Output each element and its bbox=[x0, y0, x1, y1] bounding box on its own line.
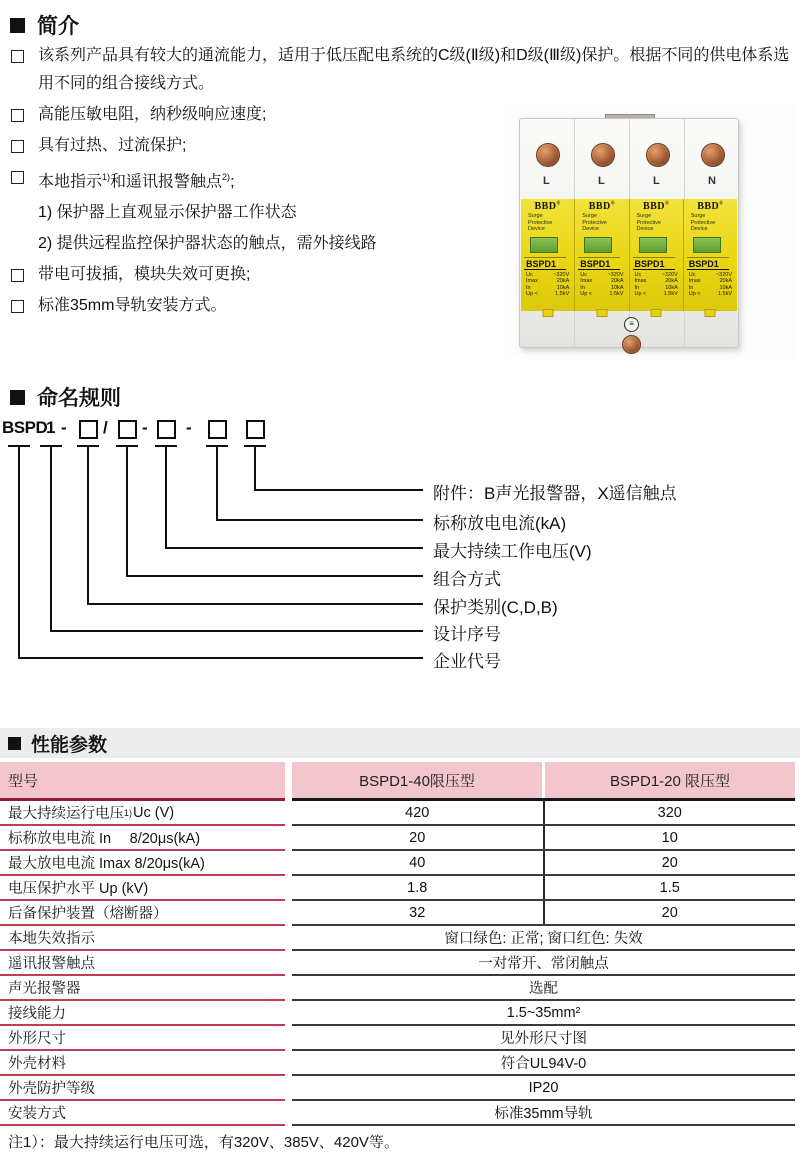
module-specs: Uc ~320V Imax 20kA In 10kA Up < 1.5kV bbox=[688, 271, 732, 297]
header-model-cell: 型号 bbox=[0, 762, 285, 801]
row-value-cell: 20 bbox=[661, 854, 678, 871]
status-window bbox=[693, 237, 721, 253]
code-digit: 1 bbox=[46, 418, 56, 437]
intro-bullet-item bbox=[10, 42, 796, 98]
table-header-row bbox=[0, 762, 795, 801]
terminal-screw bbox=[701, 143, 725, 167]
brand-logo: BBD® bbox=[534, 201, 561, 212]
status-window bbox=[584, 237, 612, 253]
row-parameter-label: 标称放电电流 In 8/20μs(kA) bbox=[0, 826, 285, 851]
module-model-label: BSPD1 bbox=[524, 257, 566, 270]
status-window bbox=[639, 237, 667, 253]
intro-bullet-text: 2) 提供远程监控保护器状态的触点，需外接线路 bbox=[38, 235, 377, 253]
module-model-label: BSPD1 bbox=[578, 257, 620, 270]
params-section-band bbox=[0, 728, 800, 758]
intro-bullet-text: 本地指示$^{1)}$和遥讯报警触点$^{2)}$; bbox=[38, 172, 235, 191]
intro-bullet-text: 标准35mm导轨安装方式。 bbox=[38, 297, 227, 315]
row-span-cell: 一对常开、常闭触点 bbox=[478, 956, 609, 972]
square-bullet-icon bbox=[11, 300, 24, 313]
spd-module bbox=[575, 199, 629, 311]
table-row bbox=[0, 801, 795, 826]
square-bullet-icon bbox=[11, 50, 24, 63]
row-parameter-label: 外壳防护等级 bbox=[0, 1076, 285, 1101]
terminal-label: N bbox=[708, 175, 716, 187]
brand-logo: BBD® bbox=[697, 201, 724, 212]
row-span-cell: 窗口绿色: 正常; 窗口红色: 失效 bbox=[444, 931, 643, 947]
code-separator: / bbox=[103, 418, 108, 437]
row-value-cell: 320 bbox=[657, 804, 682, 821]
code-placeholder-box bbox=[118, 420, 137, 439]
product-photo bbox=[503, 106, 795, 358]
status-window bbox=[530, 237, 558, 253]
performance-table bbox=[0, 762, 795, 1126]
code-placeholder-box bbox=[246, 420, 265, 439]
intro-bullet-text: 1) 保护器上直观显示保护器工作状态 bbox=[38, 204, 297, 222]
brand-logo: BBD® bbox=[642, 201, 670, 212]
row-parameter-label: 最大持续运行电压 1) Uc (V) bbox=[0, 801, 285, 826]
code-separator: - bbox=[61, 418, 67, 437]
intro-bullet-text: 带电可拔插，模块失效可更换; bbox=[38, 266, 251, 284]
code-separator: - bbox=[186, 418, 192, 437]
table-row bbox=[0, 1101, 795, 1126]
table-row bbox=[0, 1051, 795, 1076]
row-value-cell: 1.8 bbox=[292, 876, 545, 899]
naming-section-title bbox=[10, 382, 121, 412]
params-title-text: 性能参数 bbox=[31, 734, 108, 756]
row-parameter-label: 遥讯报警触点 bbox=[0, 951, 285, 976]
code-separator: - bbox=[142, 418, 148, 437]
module-type-text: Surge Protective Device bbox=[690, 213, 716, 232]
section-square-icon bbox=[10, 390, 25, 405]
row-parameter-label: 后备保护装置（熔断器） bbox=[0, 901, 285, 926]
module-model-label: BSPD1 bbox=[687, 257, 729, 270]
naming-field-label: 标称放电电流(kA) bbox=[433, 514, 567, 533]
row-span-cell: 选配 bbox=[529, 981, 558, 997]
table-footnote: 注1）：最大持续运行电压可选，有320V、385V、420V等。 bbox=[8, 1134, 399, 1151]
row-parameter-label: 外形尺寸 bbox=[0, 1026, 285, 1051]
naming-title-text: 命名规则 bbox=[37, 387, 121, 410]
code-prefix: BSPD bbox=[2, 418, 48, 437]
intro-title-text: 简介 bbox=[37, 15, 79, 38]
module-bottom-tab bbox=[705, 309, 716, 317]
table-row bbox=[0, 976, 795, 1001]
row-value-cell: 20 bbox=[292, 826, 545, 849]
row-value-cell: 20 bbox=[661, 904, 678, 921]
row-value-cell: 10 bbox=[661, 829, 678, 846]
table-row bbox=[0, 901, 795, 926]
naming-rule-diagram bbox=[0, 414, 800, 689]
row-parameter-label: 本地失效指示 bbox=[0, 926, 285, 951]
section-square-icon bbox=[10, 18, 25, 33]
table-row bbox=[0, 1026, 795, 1051]
intro-bullet-text: 该系列产品具有较大的通流能力，适用于低压配电系统的C级(Ⅱ级)和D级(Ⅲ级)保护。根据不同的供电体系选用不同的组合接线方式。 bbox=[38, 47, 790, 92]
module-type-text: Surge Protective Device bbox=[528, 213, 553, 232]
row-parameter-label: 最大放电电流 Imax 8/20μs(kA) bbox=[0, 851, 285, 876]
row-span-cell: IP20 bbox=[528, 1079, 559, 1096]
header-col-bspd1-40: BSPD1-40限压型 bbox=[292, 762, 542, 798]
terminal-screw bbox=[646, 143, 670, 167]
row-parameter-label: 电压保护水平 Up (kV) bbox=[0, 876, 285, 901]
table-row bbox=[0, 826, 795, 851]
row-span-cell: 1.5~35mm² bbox=[506, 1004, 581, 1021]
code-placeholder-box bbox=[79, 420, 98, 439]
spd-module bbox=[521, 199, 575, 311]
row-value-cell: 1.5 bbox=[659, 879, 680, 896]
row-span-cell: 标准35mm导轨 bbox=[494, 1106, 593, 1122]
row-value-cell: 40 bbox=[292, 851, 545, 874]
module-type-text: Surge Protective Device bbox=[636, 213, 661, 232]
naming-field-label: 附件：B声光报警器，X遥信触点 bbox=[433, 484, 677, 503]
row-parameter-label: 安装方式 bbox=[0, 1101, 285, 1126]
intro-bullet-text: 高能压敏电阻，纳秒级响应速度; bbox=[38, 106, 267, 123]
module-row bbox=[521, 199, 737, 311]
module-bottom-tab bbox=[542, 309, 553, 317]
square-bullet-icon bbox=[11, 171, 24, 184]
header-col-bspd1-20: BSPD1-20 限压型 bbox=[545, 762, 795, 798]
naming-field-label: 企业代号 bbox=[433, 652, 501, 671]
spd-module bbox=[630, 199, 684, 311]
code-placeholder-box bbox=[208, 420, 227, 439]
row-parameter-label: 外壳材料 bbox=[0, 1051, 285, 1076]
terminal-label: L bbox=[543, 175, 550, 187]
row-value-cell: 32 bbox=[292, 901, 545, 924]
table-body bbox=[0, 801, 795, 1126]
naming-field-label: 最大持续工作电压(V) bbox=[433, 542, 592, 561]
row-parameter-label: 声光报警器 bbox=[0, 976, 285, 1001]
table-row bbox=[0, 926, 795, 951]
square-bullet-icon bbox=[11, 269, 24, 282]
square-bullet-icon bbox=[11, 109, 24, 122]
row-span-cell: 见外形尺寸图 bbox=[500, 1031, 587, 1047]
terminal-screw bbox=[591, 143, 615, 167]
row-span-cell: 符合UL94V-0 bbox=[500, 1056, 587, 1072]
naming-field-label: 保护类别(C,D,B) bbox=[433, 598, 558, 617]
table-row bbox=[0, 1076, 795, 1101]
code-placeholder-box bbox=[157, 420, 176, 439]
diagram-connector-lines bbox=[0, 414, 800, 689]
intro-section-title bbox=[10, 10, 79, 40]
module-model-label: BSPD1 bbox=[633, 257, 675, 270]
square-bullet-icon bbox=[11, 140, 24, 153]
earth-symbol-icon: ≡ bbox=[624, 317, 639, 332]
naming-field-label: 设计序号 bbox=[433, 625, 501, 644]
device-body bbox=[519, 118, 739, 348]
row-value-cell: 420 bbox=[292, 801, 545, 824]
table-row bbox=[0, 851, 795, 876]
module-bottom-tab bbox=[651, 309, 662, 317]
surge-protector-device bbox=[519, 116, 739, 348]
table-row bbox=[0, 951, 795, 976]
module-specs: Uc ~320V Imax 20kA In 10kA Up < 1.5kV bbox=[634, 271, 678, 297]
module-specs: Uc ~320V Imax 20kA In 10kA Up < 1.5kV bbox=[526, 271, 570, 297]
table-row bbox=[0, 1001, 795, 1026]
intro-bullet-text: 具有过热、过流保护; bbox=[38, 137, 187, 154]
params-section-title bbox=[8, 730, 107, 757]
table-row bbox=[0, 876, 795, 901]
row-parameter-label: 接线能力 bbox=[0, 1001, 285, 1026]
module-specs: Uc ~320V Imax 20kA In 10kA Up < 1.5kV bbox=[580, 271, 624, 297]
naming-field-label: 组合方式 bbox=[433, 570, 501, 589]
terminal-screw bbox=[536, 143, 560, 167]
module-bottom-tab bbox=[596, 309, 607, 317]
section-square-icon bbox=[8, 737, 21, 750]
spd-module bbox=[684, 199, 737, 311]
module-type-text: Surge Protective Device bbox=[582, 213, 607, 232]
brand-logo: BBD® bbox=[588, 201, 616, 212]
terminal-label: L bbox=[653, 175, 660, 187]
earth-screw bbox=[622, 335, 641, 354]
terminal-label: L bbox=[598, 175, 605, 187]
